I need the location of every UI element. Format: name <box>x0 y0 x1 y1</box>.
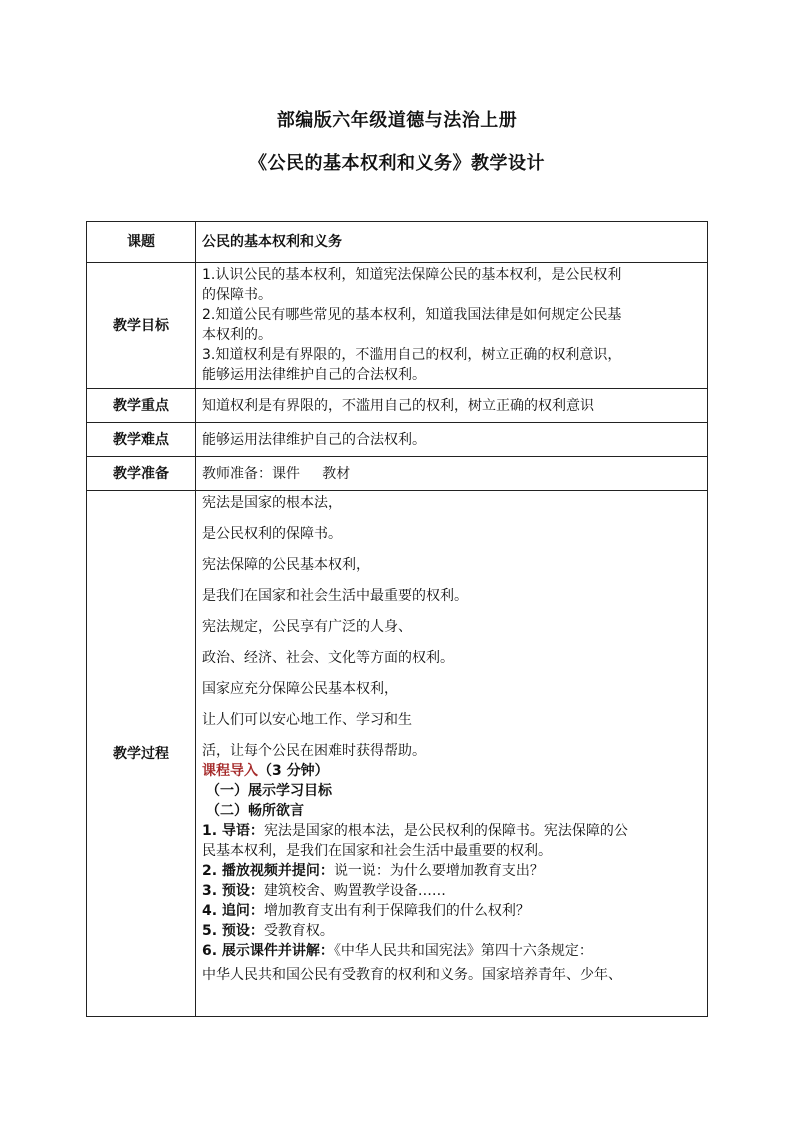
process-content <box>196 491 708 1017</box>
process-item-text: 受教育权。 <box>263 923 334 939</box>
process-item-head: 2. 播放视频并提问： <box>202 863 334 879</box>
intro-heading <box>202 761 701 781</box>
process-item-text: 说一说：为什么要增加教育支出？ <box>333 863 544 879</box>
process-item <box>202 941 701 961</box>
process-item-text: 《中华人民共和国宪法》第四十六条规定： <box>333 943 593 959</box>
poem-line: 是公民权利的保障书。 <box>202 526 342 542</box>
goal-line: 1.认识公民的基本权利，知道宪法保障公民的基本权利，是公民权利 <box>202 267 622 283</box>
goal-line: 2.知道公民有哪些常见的基本权利，知道我国法律是如何规定公民基 <box>202 307 622 323</box>
lesson-plan-table <box>86 221 708 1017</box>
table-row-preparation <box>87 457 708 491</box>
difficulty-label: 教学难点 <box>87 423 196 457</box>
table-row-difficulty <box>87 423 708 457</box>
poem-line: 宪法规定，公民享有广泛的人身、 <box>202 619 412 635</box>
process-item-head: 6. 展示课件并讲解： <box>202 943 334 959</box>
poem-line: 国家应充分保障公民基本权利， <box>202 681 398 697</box>
goal-line: 本权利的。 <box>202 327 272 343</box>
process-item-continued: 民基本权利，是我们在国家和社会生活中最重要的权利。 <box>202 843 552 859</box>
topic-label: 课题 <box>87 222 196 263</box>
intro-heading-text: 课程导入 <box>202 763 258 779</box>
subheading-discussion: （二）畅所欲言 <box>206 803 304 819</box>
subheading-goals: （一）展示学习目标 <box>206 783 332 799</box>
poem-line: 是我们在国家和社会生活中最重要的权利。 <box>202 588 468 604</box>
key-points-label: 教学重点 <box>87 389 196 423</box>
topic-value: 公民的基本权利和义务 <box>196 222 708 263</box>
process-item-text: 宪法是国家的根本法，是公民权利的保障书。宪法保障的公 <box>263 823 628 839</box>
goals-content <box>196 263 708 389</box>
goal-line: 的保障书。 <box>202 287 272 303</box>
process-item <box>202 901 701 921</box>
goal-line: 能够运用法律维护自己的合法权利。 <box>202 367 426 383</box>
table-row-goals <box>87 263 708 389</box>
poem-line: 宪法保障的公民基本权利， <box>202 557 370 573</box>
document-title-line2: 《公民的基本权利和义务》教学设计 <box>249 153 545 174</box>
preparation-label: 教学准备 <box>87 457 196 491</box>
intro-time: （3 分钟） <box>258 763 329 779</box>
process-item <box>202 861 701 881</box>
process-item-head: 3. 预设： <box>202 883 264 899</box>
preparation-value: 教师准备：课件 教材 <box>196 457 708 491</box>
process-item-head: 1. 导语： <box>202 823 264 839</box>
process-last-line: 中华人民共和国公民有受教育的权利和义务。国家培养青年、少年、 <box>202 967 622 983</box>
process-item-head: 4. 追问： <box>202 903 264 919</box>
goals-label: 教学目标 <box>87 263 196 389</box>
key-points-value: 知道权利是有界限的，不滥用自己的权利，树立正确的权利意识 <box>196 389 708 423</box>
table-row-process <box>87 491 708 1017</box>
difficulty-value: 能够运用法律维护自己的合法权利。 <box>196 423 708 457</box>
table-row-topic <box>87 222 708 263</box>
process-item-text: 增加教育支出有利于保障我们的什么权利？ <box>263 903 530 919</box>
process-label: 教学过程 <box>87 491 196 1017</box>
poem-line: 宪法是国家的根本法， <box>202 495 342 511</box>
process-item-text: 建筑校舍、购置教学设备…… <box>263 883 446 899</box>
poem-line: 政治、经济、社会、文化等方面的权利。 <box>202 650 454 666</box>
process-item <box>202 821 701 841</box>
process-item <box>202 881 701 901</box>
document-title-line1: 部编版六年级道德与法治上册 <box>276 110 518 131</box>
table-row-key-points <box>87 389 708 423</box>
goal-line: 3.知道权利是有界限的，不滥用自己的权利，树立正确的权利意识， <box>202 347 622 363</box>
poem-line: 活，让每个公民在困难时获得帮助。 <box>202 743 426 759</box>
poem-line: 让人们可以安心地工作、学习和生 <box>202 712 412 728</box>
process-item-head: 5. 预设： <box>202 923 264 939</box>
process-item <box>202 921 701 941</box>
